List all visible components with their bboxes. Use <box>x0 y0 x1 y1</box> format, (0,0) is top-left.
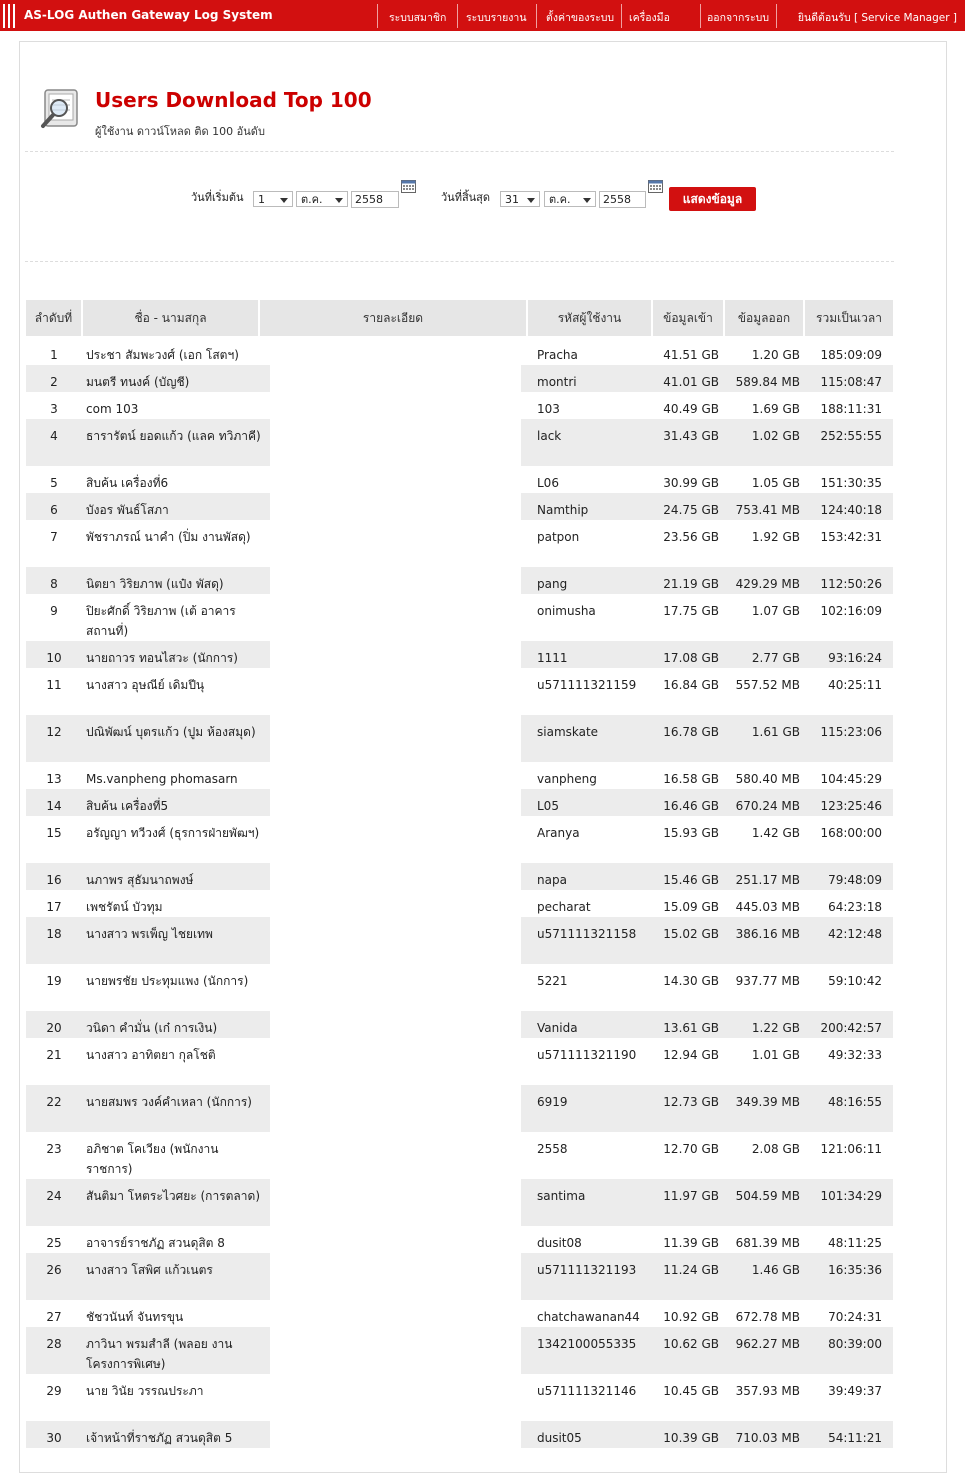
user-id-cell: vanpheng <box>537 772 597 786</box>
detail-cell <box>270 1132 521 1179</box>
chevron-down-icon <box>280 198 288 203</box>
user-id-cell: santima <box>537 1189 586 1203</box>
data-out-cell: 1.61 GB <box>751 725 800 739</box>
menu-tools[interactable]: เครื่องมือ <box>629 12 670 24</box>
detail-cell <box>270 1085 521 1132</box>
data-out-cell: 681.39 MB <box>735 1236 800 1250</box>
name-cell: ปิยะศักดิ์ วิริยภาพ (เต้ อาคารสถานที่) <box>86 604 236 638</box>
data-in-cell: 15.93 GB <box>663 826 719 840</box>
data-in-cell: 15.02 GB <box>663 927 719 941</box>
header-data-in: ข้อมูลเข้า <box>653 300 723 336</box>
rank-cell: 17 <box>46 900 62 914</box>
detail-cell <box>270 762 521 789</box>
detail-cell <box>270 890 521 917</box>
data-out-cell: 386.16 MB <box>735 927 800 941</box>
rank-cell: 25 <box>46 1236 62 1250</box>
end-month-select[interactable] <box>544 191 596 207</box>
detail-cell <box>270 863 521 890</box>
name-cell: นิตยา วิริยภาพ (แป๋ง พัสดุ) <box>86 577 224 591</box>
chevron-down-icon <box>335 198 343 203</box>
table-row[interactable] <box>26 1327 893 1374</box>
table-row[interactable] <box>26 493 893 520</box>
data-in-cell: 15.09 GB <box>663 900 719 914</box>
data-in-cell: 10.39 GB <box>663 1431 719 1445</box>
table-row[interactable] <box>26 863 893 890</box>
total-time-cell: 102:16:09 <box>820 604 882 618</box>
rank-cell: 11 <box>46 678 62 692</box>
detail-cell <box>270 1421 521 1448</box>
total-time-cell: 115:23:06 <box>820 725 882 739</box>
detail-cell <box>270 789 521 816</box>
table-row[interactable] <box>26 762 893 789</box>
data-out-cell: 504.59 MB <box>735 1189 800 1203</box>
user-id-cell: pecharat <box>537 900 591 914</box>
app-title: AS-LOG Authen Gateway Log System <box>24 8 273 22</box>
table-row[interactable] <box>26 1226 893 1253</box>
data-in-cell: 30.99 GB <box>663 476 719 490</box>
name-cell: สันติมา โหตระไวศยะ (การตลาด) <box>86 1189 260 1203</box>
data-in-cell: 17.75 GB <box>663 604 719 618</box>
end-year-input[interactable]: 2558 <box>599 191 646 208</box>
divider <box>25 261 894 262</box>
welcome-user[interactable]: ยินดีต้อนรับ [ Service Manager ] <box>797 12 957 24</box>
table-row[interactable] <box>26 964 893 1011</box>
total-time-cell: 48:11:25 <box>828 1236 882 1250</box>
data-out-cell: 670.24 MB <box>735 799 800 813</box>
data-out-cell: 1.20 GB <box>751 348 800 362</box>
name-cell: ชัชวนันท์ จันทรขุน <box>86 1310 184 1324</box>
data-in-cell: 40.49 GB <box>663 402 719 416</box>
end-date-label: วันที่สิ้นสุด <box>441 191 491 204</box>
rank-cell: 26 <box>46 1263 62 1277</box>
total-time-cell: 101:34:29 <box>820 1189 882 1203</box>
detail-cell <box>270 1253 521 1300</box>
user-id-cell: siamskate <box>537 725 599 739</box>
user-id-cell: dusit08 <box>537 1236 582 1250</box>
user-id-cell: 1342100055335 <box>537 1337 637 1351</box>
total-time-cell: 104:45:29 <box>820 772 882 786</box>
data-out-cell: 1.02 GB <box>751 429 800 443</box>
total-time-cell: 151:30:35 <box>820 476 882 490</box>
top-navigation-bar <box>0 0 965 31</box>
total-time-cell: 79:48:09 <box>828 873 882 887</box>
data-in-cell: 10.62 GB <box>663 1337 719 1351</box>
rank-cell: 21 <box>46 1048 62 1062</box>
menu-divider <box>776 4 777 28</box>
rank-cell: 20 <box>46 1021 62 1035</box>
detail-cell <box>270 1011 521 1038</box>
table-row[interactable] <box>26 668 893 715</box>
user-id-cell: chatchawanan44 <box>537 1310 640 1324</box>
rank-cell: 9 <box>50 604 58 618</box>
data-out-cell: 349.39 MB <box>735 1095 800 1109</box>
total-time-cell: 42:12:48 <box>828 927 882 941</box>
start-date-label: วันที่เริ่มต้น <box>191 191 244 204</box>
page-subtitle: ผู้ใช้งาน ดาวน์โหลด ติด 100 อันดับ <box>95 125 265 138</box>
name-cell: เจ้าหน้าที่ราชภัฏ สวนดุสิต 5 <box>86 1431 233 1445</box>
data-out-cell: 1.01 GB <box>751 1048 800 1062</box>
start-month-value: ต.ค. <box>301 193 323 206</box>
data-in-cell: 17.08 GB <box>663 651 719 665</box>
table-row[interactable] <box>26 789 893 816</box>
logo-stripes-icon <box>3 4 17 28</box>
header-total-time: รวมเป็นเวลา <box>805 300 893 336</box>
header-detail: รายละเอียด <box>260 300 526 336</box>
data-in-cell: 15.46 GB <box>663 873 719 887</box>
total-time-cell: 70:24:31 <box>828 1310 882 1324</box>
data-out-cell: 672.78 MB <box>735 1310 800 1324</box>
rank-cell: 16 <box>46 873 62 887</box>
detail-cell <box>270 964 521 1011</box>
data-in-cell: 10.92 GB <box>663 1310 719 1324</box>
user-id-cell: 103 <box>537 402 560 416</box>
table-row[interactable] <box>26 816 893 863</box>
rank-cell: 1 <box>50 348 58 362</box>
detail-cell <box>270 1226 521 1253</box>
name-cell: นภาพร สุธัมนาถพงษ์ <box>86 873 194 887</box>
user-id-cell: Aranya <box>537 826 580 840</box>
table-row[interactable] <box>26 594 893 641</box>
detail-cell <box>270 493 521 520</box>
data-out-cell: 1.05 GB <box>751 476 800 490</box>
total-time-cell: 54:11:21 <box>828 1431 882 1445</box>
name-cell: อาจารย์ราชภัฏ สวนดุสิต 8 <box>86 1236 225 1250</box>
name-cell: ธารารัตน์ ยอดแก้ว (แลค ทวิภาคี) <box>86 429 261 443</box>
name-cell: นางสาว อาทิตยา กุลโชติ <box>86 1048 216 1062</box>
user-id-cell: L06 <box>537 476 559 490</box>
total-time-cell: 121:06:11 <box>820 1142 882 1156</box>
user-id-cell: u571111321158 <box>537 927 637 941</box>
menu-members[interactable]: ระบบสมาชิก <box>389 12 447 24</box>
page-title: Users Download Top 100 <box>95 88 372 112</box>
rank-cell: 29 <box>46 1384 62 1398</box>
chevron-down-icon <box>527 198 535 203</box>
name-cell: นางสาว โสพิศ แก้วเนตร <box>86 1263 213 1277</box>
data-out-cell: 2.77 GB <box>751 651 800 665</box>
user-id-cell: Vanida <box>537 1021 578 1035</box>
table-row[interactable] <box>26 1179 893 1226</box>
data-in-cell: 24.75 GB <box>663 503 719 517</box>
rank-cell: 22 <box>46 1095 62 1109</box>
user-id-cell: L05 <box>537 799 559 813</box>
data-out-cell: 1.69 GB <box>751 402 800 416</box>
name-cell: ปณิพัฒน์ บุตรแก้ว (ปูม ห้องสมุด) <box>86 725 256 739</box>
rank-cell: 28 <box>46 1337 62 1351</box>
data-out-cell: 445.03 MB <box>735 900 800 914</box>
total-time-cell: 64:23:18 <box>828 900 882 914</box>
data-in-cell: 12.73 GB <box>663 1095 719 1109</box>
name-cell: บังอร พันธ์โสภา <box>86 503 169 517</box>
data-in-cell: 14.30 GB <box>663 974 719 988</box>
menu-settings[interactable]: ตั้งค่าของระบบ <box>546 12 615 24</box>
detail-cell <box>270 1038 521 1085</box>
detail-cell <box>270 365 521 392</box>
menu-divider <box>377 4 378 28</box>
data-in-cell: 23.56 GB <box>663 530 719 544</box>
detail-cell <box>270 668 521 715</box>
table-row[interactable] <box>26 1085 893 1132</box>
table-row[interactable] <box>26 917 893 964</box>
table-row[interactable] <box>26 567 893 594</box>
rank-cell: 18 <box>46 927 62 941</box>
user-id-cell: u571111321159 <box>537 678 637 692</box>
rank-cell: 8 <box>50 577 58 591</box>
data-in-cell: 11.24 GB <box>663 1263 719 1277</box>
data-in-cell: 11.39 GB <box>663 1236 719 1250</box>
name-cell: มนตรี ทนงค์ (บัญชี) <box>86 375 190 389</box>
data-out-cell: 429.29 MB <box>735 577 800 591</box>
user-id-cell: patpon <box>537 530 580 544</box>
rank-cell: 27 <box>46 1310 62 1324</box>
user-id-cell: 2558 <box>537 1142 568 1156</box>
name-cell: นางสาว อุษณีย์ เดิมปีนุ <box>86 678 205 692</box>
header-rank: ลำดับที่ <box>26 300 81 336</box>
rank-cell: 23 <box>46 1142 62 1156</box>
detail-cell <box>270 1300 521 1327</box>
calendar-icon[interactable] <box>401 179 416 193</box>
data-in-cell: 16.84 GB <box>663 678 719 692</box>
detail-cell <box>270 466 521 493</box>
name-cell: นาย วินัย วรรณประภา <box>86 1384 204 1398</box>
table-row[interactable] <box>26 715 893 762</box>
data-out-cell: 251.17 MB <box>735 873 800 887</box>
data-out-cell: 2.08 GB <box>751 1142 800 1156</box>
name-cell: พัชราภรณ์ นาคำ (ปิ่ม งานพัสดุ) <box>86 530 251 544</box>
detail-cell <box>270 715 521 762</box>
name-cell: com 103 <box>86 402 139 416</box>
rank-cell: 12 <box>46 725 62 739</box>
table-row[interactable] <box>26 392 893 419</box>
data-in-cell: 12.94 GB <box>663 1048 719 1062</box>
user-id-cell: lack <box>537 429 562 443</box>
detail-cell <box>270 641 521 668</box>
header-data-out: ข้อมูลออก <box>725 300 803 336</box>
total-time-cell: 39:49:37 <box>828 1384 882 1398</box>
table-row[interactable] <box>26 1300 893 1327</box>
table-row[interactable] <box>26 419 893 466</box>
rank-cell: 10 <box>46 651 62 665</box>
data-out-cell: 753.41 MB <box>735 503 800 517</box>
table-row[interactable] <box>26 1038 893 1085</box>
user-id-cell: u571111321146 <box>537 1384 637 1398</box>
table-row[interactable] <box>26 890 893 917</box>
name-cell: สิบค้น เครื่องที่5 <box>86 799 169 813</box>
data-in-cell: 11.97 GB <box>663 1189 719 1203</box>
data-out-cell: 1.07 GB <box>751 604 800 618</box>
rank-cell: 2 <box>50 375 58 389</box>
detail-cell <box>270 1179 521 1226</box>
data-in-cell: 41.51 GB <box>663 348 719 362</box>
data-out-cell: 1.22 GB <box>751 1021 800 1035</box>
rank-cell: 4 <box>50 429 58 443</box>
data-in-cell: 12.70 GB <box>663 1142 719 1156</box>
rank-cell: 15 <box>46 826 62 840</box>
data-out-cell: 962.27 MB <box>735 1337 800 1351</box>
rank-cell: 5 <box>50 476 58 490</box>
total-time-cell: 59:10:42 <box>828 974 882 988</box>
chevron-down-icon <box>583 198 591 203</box>
total-time-cell: 16:35:36 <box>828 1263 882 1277</box>
user-id-cell: napa <box>537 873 567 887</box>
rank-cell: 6 <box>50 503 58 517</box>
detail-cell <box>270 1327 521 1374</box>
start-day-value: 1 <box>258 193 265 206</box>
total-time-cell: 93:16:24 <box>828 651 882 665</box>
name-cell: Ms.vanpheng phomasarn <box>86 772 238 786</box>
menu-reports[interactable]: ระบบรายงาน <box>466 12 527 24</box>
total-time-cell: 49:32:33 <box>828 1048 882 1062</box>
user-id-cell: montri <box>537 375 577 389</box>
total-time-cell: 124:40:18 <box>820 503 882 517</box>
table-row[interactable] <box>26 338 893 365</box>
data-in-cell: 41.01 GB <box>663 375 719 389</box>
menu-logout[interactable]: ออกจากระบบ <box>707 12 769 24</box>
rank-cell: 19 <box>46 974 62 988</box>
data-out-cell: 937.77 MB <box>735 974 800 988</box>
detail-cell <box>270 520 521 567</box>
start-day-select[interactable] <box>253 191 293 207</box>
total-time-cell: 40:25:11 <box>828 678 882 692</box>
show-data-button[interactable]: แสดงข้อมูล <box>669 187 756 211</box>
data-in-cell: 10.45 GB <box>663 1384 719 1398</box>
name-cell: นายสมพร วงค์คำเหลา (นักการ) <box>86 1095 252 1109</box>
menu-divider <box>536 4 537 28</box>
rank-cell: 7 <box>50 530 58 544</box>
total-time-cell: 252:55:55 <box>820 429 882 443</box>
detail-cell <box>270 392 521 419</box>
detail-cell <box>270 419 521 466</box>
data-out-cell: 1.42 GB <box>751 826 800 840</box>
table-row[interactable] <box>26 466 893 493</box>
data-out-cell: 557.52 MB <box>735 678 800 692</box>
user-id-cell: 5221 <box>537 974 568 988</box>
name-cell: เพชรัตน์ บัวทุม <box>86 900 163 914</box>
user-id-cell: 1111 <box>537 651 568 665</box>
detail-cell <box>270 567 521 594</box>
data-out-cell: 710.03 MB <box>735 1431 800 1445</box>
data-out-cell: 589.84 MB <box>735 375 800 389</box>
total-time-cell: 115:08:47 <box>820 375 882 389</box>
end-day-select[interactable] <box>500 191 540 207</box>
user-id-cell: 6919 <box>537 1095 568 1109</box>
table-row[interactable] <box>26 1374 893 1421</box>
total-time-cell: 153:42:31 <box>820 530 882 544</box>
table-row[interactable] <box>26 365 893 392</box>
detail-cell <box>270 917 521 964</box>
rank-cell: 13 <box>46 772 62 786</box>
data-in-cell: 16.46 GB <box>663 799 719 813</box>
total-time-cell: 168:00:00 <box>820 826 882 840</box>
name-cell: สิบค้น เครื่องที่6 <box>86 476 169 490</box>
report-search-icon <box>39 88 81 132</box>
name-cell: นางสาว พรเพ็ญ ไชยเทพ <box>86 927 213 941</box>
name-cell: อรัญญา ทวีวงศ์ (ธุรการฝ่ายพัฒฯ) <box>86 826 260 840</box>
user-id-cell: u571111321193 <box>537 1263 637 1277</box>
table-row[interactable] <box>26 1011 893 1038</box>
table-row[interactable] <box>26 1421 893 1448</box>
total-time-cell: 185:09:09 <box>820 348 882 362</box>
total-time-cell: 112:50:26 <box>820 577 882 591</box>
user-id-cell: Pracha <box>537 348 578 362</box>
table-row[interactable] <box>26 641 893 668</box>
name-cell: วนิดา คำมั่น (เก๋ การเงิน) <box>86 1021 218 1035</box>
total-time-cell: 48:16:55 <box>828 1095 882 1109</box>
detail-cell <box>270 1374 521 1421</box>
calendar-icon[interactable] <box>648 179 663 193</box>
header-name: ชื่อ - นามสกุล <box>83 300 258 336</box>
name-cell: ภาวินา พรมสำลี (พลอย งานโครงการพิเศษ) <box>86 1337 233 1371</box>
detail-cell <box>270 338 521 365</box>
end-month-value: ต.ค. <box>549 193 571 206</box>
data-out-cell: 1.46 GB <box>751 1263 800 1277</box>
table-row[interactable] <box>26 1132 893 1179</box>
total-time-cell: 188:11:31 <box>820 402 882 416</box>
detail-cell <box>270 816 521 863</box>
name-cell: นายถาวร ทอนไสวะ (นักการ) <box>86 651 238 665</box>
name-cell: อภิชาต โคเวียง (พนักงานราชการ) <box>86 1142 219 1176</box>
end-day-value: 31 <box>505 193 519 206</box>
start-month-select[interactable] <box>296 191 348 207</box>
total-time-cell: 200:42:57 <box>820 1021 882 1035</box>
divider <box>25 151 894 152</box>
rank-cell: 14 <box>46 799 62 813</box>
data-in-cell: 31.43 GB <box>663 429 719 443</box>
rank-cell: 24 <box>46 1189 62 1203</box>
user-id-cell: dusit05 <box>537 1431 582 1445</box>
detail-cell <box>270 594 521 641</box>
name-cell: นายพรชัย ประทุมแพง (นักการ) <box>86 974 249 988</box>
data-in-cell: 13.61 GB <box>663 1021 719 1035</box>
user-id-cell: Namthip <box>537 503 589 517</box>
menu-divider <box>700 4 701 28</box>
user-id-cell: onimusha <box>537 604 596 618</box>
menu-divider <box>621 4 622 28</box>
table-row[interactable] <box>26 520 893 567</box>
data-in-cell: 21.19 GB <box>663 577 719 591</box>
table-row[interactable] <box>26 1253 893 1300</box>
total-time-cell: 80:39:00 <box>828 1337 882 1351</box>
data-out-cell: 580.40 MB <box>735 772 800 786</box>
name-cell: ประชา สัมพะวงศ์ (เอก โสตฯ) <box>86 348 239 362</box>
rank-cell: 30 <box>46 1431 62 1445</box>
user-id-cell: u571111321190 <box>537 1048 637 1062</box>
data-in-cell: 16.78 GB <box>663 725 719 739</box>
data-in-cell: 16.58 GB <box>663 772 719 786</box>
total-time-cell: 123:25:46 <box>820 799 882 813</box>
data-out-cell: 357.93 MB <box>735 1384 800 1398</box>
data-out-cell: 1.92 GB <box>751 530 800 544</box>
menu-divider <box>457 4 458 28</box>
user-id-cell: pang <box>537 577 568 591</box>
header-user-id: รหัสผู้ใช้งาน <box>528 300 651 336</box>
start-year-input[interactable]: 2558 <box>351 191 399 208</box>
rank-cell: 3 <box>50 402 58 416</box>
